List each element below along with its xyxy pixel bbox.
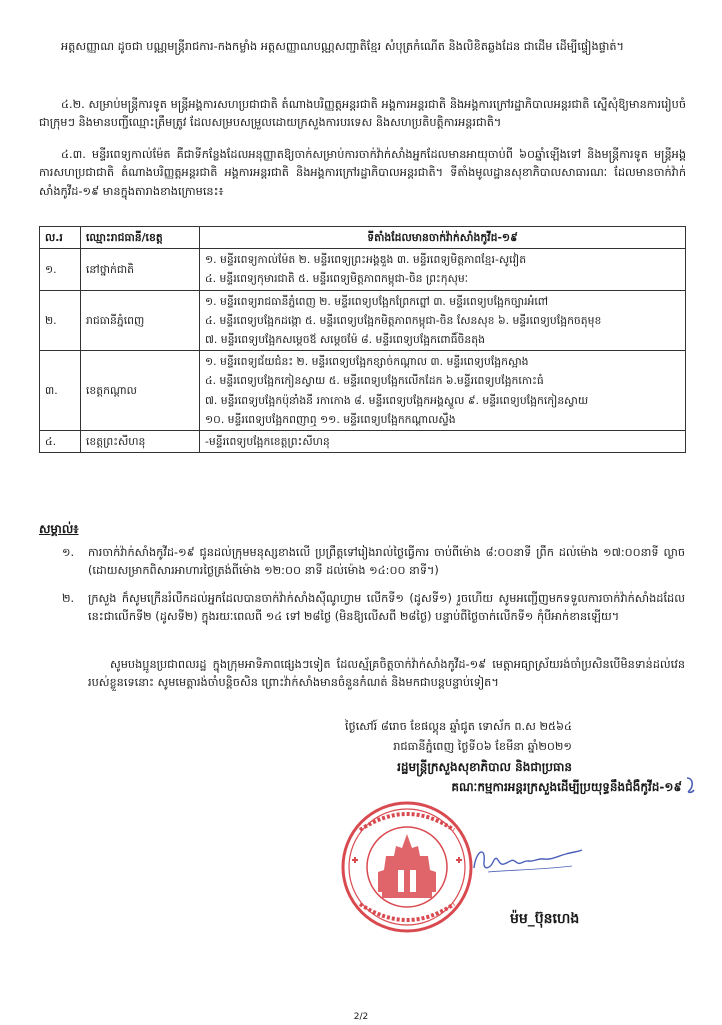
site-line: ៤. មន្ទីរពេទ្យបង្អែកដង្កោ ៥. មន្ទីរពេទ្យបង្អែកមិត្តភាពកម្ពុជា-ចិន សែនសុខ ៦. មន្ទីរពេទ្យបង្អែកចតុមុខ — [205, 313, 602, 327]
row-number: ២. — [40, 290, 81, 351]
row-number: ១. — [40, 249, 81, 290]
header-sites: ទីតាំងដែលមានចាក់វ៉ាក់សាំងកូវីដ-១៩ — [200, 227, 686, 249]
signer-name: ម៉ម_ប៊ុនហេង — [510, 911, 580, 927]
row-number: ៤. — [40, 431, 81, 453]
header-province: ឈ្មោះរាជធានី/ខេត្ត — [81, 227, 200, 249]
page-number: 2/2 — [353, 1012, 369, 1022]
row-number: ៣. — [40, 351, 81, 431]
note-item-1 — [40, 544, 685, 581]
table-header-row — [40, 227, 686, 249]
site-line: ១. មន្ទីរពេទ្យកាល់ម៉ែត ២. មន្ទីរពេទ្យព្រះអង្គឌួង ៣. មន្ទីរពេទ្យមិត្តភាពខ្មែរ-សូវៀត — [205, 253, 527, 267]
site-line: -មន្ទីរពេទ្យបង្អែកខេត្តព្រះសីហនុ — [205, 435, 330, 449]
row-sites — [200, 290, 686, 351]
paragraph-4-3: ៤.៣. មន្ទីរពេទ្យកាល់ម៉ែត គឺជាទីកន្លែងដែលអនុញ្ញាតឱ្យចាក់សម្រាប់ការចាក់វ៉ាក់សាំងអ្នកដែលមានអាយុចាប់ពី ៦០ឆ្នាំឡើងទៅ និងមន្ត្រីការទូត មន្ត្រីអង្គការសហប្រជាជាតិ តំណាងបរិញ្ញត្តអន្តរជាតិ អង្គការអន្តរជាតិ និងអង្គការក្រៅរដ្ឋាភិបាលអន្តរជាតិ។ ទីតាំងមូលដ្ឋានសុខាភិបាលសាធារណៈ ដែលមានចាក់វ៉ាក់សាំងកូវីដ-១៩ មានក្នុងតារាងខាងក្រោមនេះ៖ — [39, 148, 686, 198]
paragraph-id-documents: អត្តសញ្ញាណ ដូចជា បណ្ណមន្ត្រីរាជការ-កងកម្លាំង អត្តសញ្ញាណបណ្ណសញ្ជាតិខ្មែរ សំបុត្រកំណើត និងលិខិតឆ្លងដែន ជាដើម ដើម្បីផ្ទៀងផ្ទាត់។ — [61, 40, 625, 53]
header-number: ល.រ — [40, 227, 81, 249]
row-province: រាជធានីភ្នំពេញ — [81, 290, 200, 351]
site-line: ១. មន្ទីរពេទ្យរាជធានីភ្នំពេញ ២. មន្ទីរពេទ្យបង្អែកព្រែកព្នៅ ៣. មន្ទីរពេទ្យបង្អែកច្បារអំពៅ — [205, 294, 549, 308]
row-province: ខេត្តកណ្តាល — [81, 351, 200, 431]
handwritten-signature-icon — [468, 840, 588, 880]
site-line: ៤. មន្ទីរពេទ្យកុមារជាតិ ៥. មន្ទីរពេទ្យមិត្តភាពកម្ពុជា-ចិន ព្រះកុសុមៈ — [205, 272, 469, 286]
row-sites — [200, 351, 686, 431]
note-number: ២. — [62, 592, 75, 605]
handwritten-mark-icon — [684, 776, 696, 794]
notes-heading: សម្គាល់៖ — [39, 522, 79, 536]
table-row — [40, 290, 686, 351]
row-sites — [200, 249, 686, 290]
solar-date: រាជធានីភ្នំពេញ ថ្ងៃទី០៦ ខែមីនា ឆ្នាំ២០២១ — [393, 740, 572, 753]
signatory-committee: គណៈកម្មការអន្តរក្រសួងដើម្បីប្រយុទ្ធនឹងជំងឺកូវីដ-១៩ — [451, 780, 682, 794]
ministry-seal-icon — [340, 800, 474, 934]
row-province: នៅថ្នាក់ជាតិ — [81, 249, 200, 290]
lunar-date: ថ្ងៃសៅរ៍ ៨រោច ខែផល្គុន ឆ្នាំជូត ទោស័ក ព.ស ២៥៦៤ — [344, 720, 572, 733]
closing-paragraph: សូមបងប្អូនប្រជាពលរដ្ឋ ក្នុងក្រុមអាទិភាពផ្សេងៗទៀត ដែលស្ម័គ្រចិត្តចាក់វ៉ាក់សាំងកូវីដ-១៩ មេត្តាអធ្យាស្រ័យរង់ចាំប្រសិនបើមិនទាន់ដល់វេនរបស់ខ្លួនទេនោះ សូមមេត្តារង់ចាំបន្តិចសិន ព្រោះវ៉ាក់សាំងមានចំនួនកំណត់ និងមកជាបន្តបន្ទាប់ទៀត។ — [88, 658, 685, 690]
row-sites — [200, 431, 686, 453]
note-number: ១. — [62, 546, 75, 559]
site-line: ១. មន្ទីរពេទ្យជ័យជំនះ ២. មន្ទីរពេទ្យបង្អែកខ្សាច់កណ្តាល ៣. មន្ទីរពេទ្យបង្អែកស្អាង — [205, 355, 529, 369]
site-line: ៤. មន្ទីរពេទ្យបង្អែកកៀនស្វាយ ៥. មន្ទីរពេទ្យបង្អែកលើកដែក ៦.មន្ទីរពេទ្យបង្អែកកោះធំ — [205, 374, 544, 388]
note-item-2 — [40, 590, 685, 627]
site-line: ៧. មន្ទីរពេទ្យបង្អែកសម្តេចឪ សម្តេចម៉ែ ៨. មន្ទីរពេទ្យបង្អែកពោធិ៍ចិនតុង — [205, 333, 485, 347]
signatory-title: រដ្ឋមន្ត្រីក្រសួងសុខាភិបាល និងជាប្រធាន — [397, 760, 572, 774]
table-row — [40, 431, 686, 453]
site-line: ១០. មន្ទីរពេទ្យបង្អែកពញាឮ ១១. មន្ទីរពេទ្យបង្អែកកណ្តាលស្ទឹង — [205, 412, 456, 426]
table-row — [40, 249, 686, 290]
note-text: ការចាក់វ៉ាក់សាំងកូវីដ-១៩ ជូនដល់ក្រុមមនុស្សខាងលើ ប្រព្រឹត្តទៅរៀងរាល់ថ្ងៃធ្វើការ ចាប់ពីម៉ោង ៨:០០នាទី ព្រឹក ដល់ម៉ោង ១៧:០០នាទី ល្ងាច (ដោយសម្រាកពិសារអាហារថ្ងៃត្រង់ពីម៉ោង ១២:០០ នាទី ដល់ម៉ោង ១៤:០០ នាទី។) — [88, 546, 685, 578]
row-province: ខេត្តព្រះសីហនុ — [81, 431, 200, 453]
table-row — [40, 351, 686, 431]
site-line: ៧. មន្ទីរពេទ្យបង្អែកប៉ុនាំងនី រកាកោង ៨. មន្ទីរពេទ្យបង្អែកអង្គស្នួល ៩. មន្ទីរពេទ្យបង្អែកកៀនស្វាយ — [205, 393, 589, 407]
vaccination-sites-table — [39, 226, 686, 453]
note-text: ក្រសួង ក៏សូមក្រើនរំលឹកដល់អ្នកដែលបានចាក់វ៉ាក់សាំងស៊ីណូហ្វាម លើកទី១ (ដូសទី១) រួចហើយ សូមអញ្ជើញមកទទួលការចាក់វ៉ាក់សាំងដដែលនេះជាលើកទី២ (ដូសទី២) ក្នុងរយៈពេលពី ១៤ ទៅ ២៨ថ្ងៃ (មិនឱ្យលើសពី ២៨ថ្ងៃ) បន្ទាប់ពីថ្ងៃចាក់លើកទី១ កុំបីអាក់ខានឡើយ។ — [88, 592, 685, 624]
paragraph-4-2: ៤.២. សម្រាប់មន្ត្រីការទូត មន្ត្រីអង្គការសហប្រជាជាតិ តំណាងបរិញ្ញត្តអន្តរជាតិ អង្គការអន្តរជាតិ និងអង្គការក្រៅរដ្ឋាភិបាលអន្តរជាតិ ស្នើសុំឱ្យមានការរៀបចំជាក្រុមៗ និងមានបញ្ជីឈ្មោះត្រឹមត្រូវ ដែលសម្របសម្រួលដោយក្រសួងការបរទេស និងសហប្រតិបត្តិការអន្តរជាតិ។ — [39, 98, 686, 130]
